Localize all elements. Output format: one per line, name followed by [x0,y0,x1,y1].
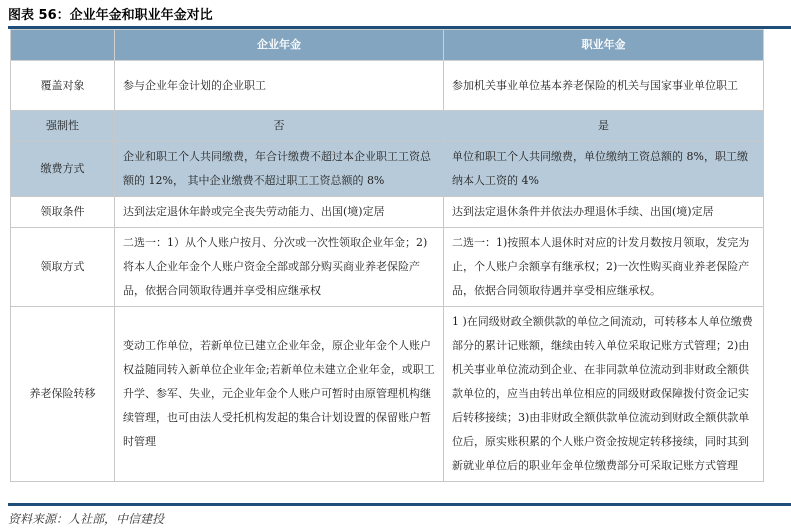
row-label: 养老保险转移 [11,307,115,482]
cell-occupational: 参加机关事业单位基本养老保险的机关与国家事业单位职工 [444,61,764,111]
comparison-table [10,29,764,482]
cell-occupational: 达到法定退休条件并依法办理退休手续、出国(境)定居 [444,197,764,228]
table-row [11,142,764,197]
table-row [11,61,764,111]
cell-enterprise: 参与企业年金计划的企业职工 [115,61,444,111]
cell-enterprise: 变动工作单位，若新单位已建立企业年金，原企业年金个人账户权益随同转入新单位企业年金;若新单位未建立企业年金，或职工升学、参军、失业，元企业年金个人账户可暂时由原管理机构继续管理，也可由法人受托机构发起的集合计划设置的保留账户暂时管理 [115,307,444,482]
cell-occupational: 是 [444,111,764,142]
header-occupational-annuity: 职业年金 [444,30,764,61]
table-row [11,197,764,228]
figure-title: 图表 56：企业年金和职业年金对比 [8,8,213,23]
header-blank [11,30,115,61]
cell-occupational: 单位和职工个人共同缴费，单位缴纳工资总额的 8%，职工缴纳本人工资的 4% [444,142,764,197]
cell-enterprise: 二选一：1）从个人账户按月、分次或一次性领取企业年金；2)将本人企业年金个人账户资金全部或部分购买商业养老保险产品，依据合同领取待遇并享受相应继承权 [115,228,444,307]
bottom-rule [8,503,791,506]
table-row [11,111,764,142]
source-note: 资料来源：人社部，中信建投 [8,512,165,526]
row-label: 强制性 [11,111,115,142]
cell-occupational: 二选一：1)按照本人退休时对应的计发月数按月领取，发完为止，个人账户余额享有继承权；2)一次性购买商业养老保险产品，依据合同领取待遇并享受相应继承权。 [444,228,764,307]
row-label: 缴费方式 [11,142,115,197]
cell-enterprise: 企业和职工个人共同缴费，年合计缴费不超过本企业职工工资总额的 12%， 其中企业缴费不超过职工工资总额的 8% [115,142,444,197]
row-label: 领取方式 [11,228,115,307]
header-enterprise-annuity: 企业年金 [115,30,444,61]
table-row [11,228,764,307]
table-row [11,307,764,482]
cell-enterprise: 达到法定退休年龄或完全丧失劳动能力、出国(境)定居 [115,197,444,228]
table-header [11,30,764,61]
row-label: 覆盖对象 [11,61,115,111]
cell-enterprise: 否 [115,111,444,142]
cell-occupational: 1 )在同级财政全额供款的单位之间流动，可转移本人单位缴费部分的累计记账额，继续由转入单位采取记账方式管理；2)由机关事业单位流动到企业、在非同款单位流动到非财政全额供款单位的，应当由转出单位相应的同级财政保障拨付资金记实后转移接续；3)由非财政全额供款单位流动到财政全额供款单位后，原实账积累的个人账户资金按规定转移接续，同时其到新就业单位后的职业年金单位缴费部分可采取记账方式管理 [444,307,764,482]
row-label: 领取条件 [11,197,115,228]
